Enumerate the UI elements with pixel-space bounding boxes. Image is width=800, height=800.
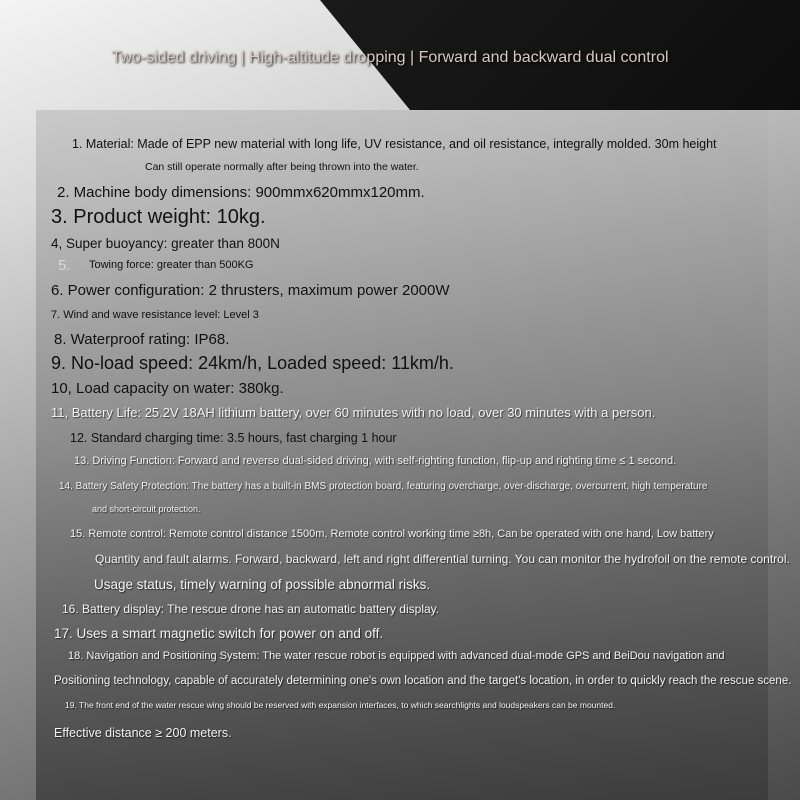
spec-7: 7. Wind and wave resistance level: Level 3	[51, 309, 259, 321]
spec-14-line-b: and short-circuit protection.	[92, 504, 201, 514]
spec-15-line-a: 15. Remote control: Remote control distance 1500m, Remote control working time ≥8h, Can be operated with one hand, Low battery	[70, 528, 714, 540]
spec-10: 10, Load capacity on water: 380kg.	[51, 380, 284, 397]
spec-18-line-a: 18. Navigation and Positioning System: The water rescue robot is equipped with advanced dual-mode GPS and BeiDou navigation and	[68, 650, 725, 662]
spec-19: 19. The front end of the water rescue wing should be reserved with expansion interfaces, to which searchlights and loudspeakers can be mounted.	[65, 700, 616, 710]
spec-5-number: 5.	[58, 257, 71, 274]
spec-1-line-a: 1. Material: Made of EPP new material with long life, UV resistance, and oil resistance, integrally molded. 30m height	[72, 137, 717, 151]
spec-20: Effective distance ≥ 200 meters.	[54, 726, 232, 740]
spec-12: 12. Standard charging time: 3.5 hours, fast charging 1 hour	[70, 431, 397, 445]
spec-13: 13. Driving Function: Forward and reverse dual-sided driving, with self-righting function, flip-up and righting time ≤ 1 second.	[74, 455, 677, 467]
spec-3: 3. Product weight: 10kg.	[51, 206, 266, 228]
spec-9: 9. No-load speed: 24km/h, Loaded speed: 11km/h.	[51, 353, 454, 373]
spec-1-line-b: Can still operate normally after being thrown into the water.	[145, 161, 419, 173]
spec-2: 2. Machine body dimensions: 900mmx620mmx120mm.	[57, 184, 425, 201]
spec-8: 8. Waterproof rating: IP68.	[54, 331, 230, 348]
spec-6: 6. Power configuration: 2 thrusters, maximum power 2000W	[51, 282, 450, 299]
spec-15-line-b: Quantity and fault alarms. Forward, backward, left and right differential turning. You can monitor the hydrofoil on the remote control.	[95, 552, 790, 566]
page-title: Two-sided driving | High-altitude dropping | Forward and backward dual control	[111, 49, 669, 66]
spec-11: 11, Battery Life: 25.2V 18AH lithium battery, over 60 minutes with no load, over 30 minutes with a person.	[51, 405, 656, 420]
spec-5: Towing force: greater than 500KG	[89, 259, 254, 271]
spec-4: 4, Super buoyancy: greater than 800N	[51, 236, 280, 251]
spec-14-line-a: 14. Battery Safety Protection: The battery has a built-in BMS protection board, featuring overcharge, over-discharge, overcurrent, high temperature	[59, 481, 708, 492]
spec-15-line-c: Usage status, timely warning of possible abnormal risks.	[94, 577, 431, 592]
spec-16: 16. Battery display: The rescue drone has an automatic battery display.	[62, 602, 440, 616]
spec-17: 17. Uses a smart magnetic switch for power on and off.	[54, 626, 384, 641]
spec-18-line-b: Positioning technology, capable of accurately determining one's own location and the target's location, in order to quickly reach the rescue scene.	[54, 675, 792, 687]
